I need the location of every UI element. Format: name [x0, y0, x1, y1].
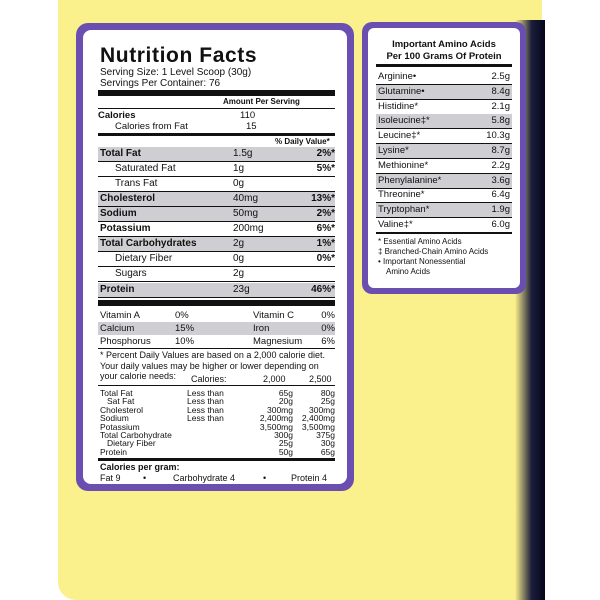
amino-acids-panel	[362, 22, 526, 294]
dv-2000: 65g	[278, 388, 293, 398]
amino-name: Isoleucine‡*	[378, 115, 430, 127]
divider	[98, 348, 335, 349]
nutrient-amount: 0g	[233, 178, 245, 189]
nutrient-daily-value: 5%*	[316, 163, 335, 174]
amino-name: Glutamine•	[378, 85, 425, 97]
dv-condition: Less than	[187, 388, 224, 398]
amino-row	[376, 70, 512, 84]
amino-name: Valine‡*	[378, 219, 413, 230]
nutrient-daily-value: 13%*	[311, 193, 335, 204]
thick-divider	[376, 232, 512, 234]
dv-2500: 3,500mg	[301, 421, 335, 432]
nutrient-amount: 0g	[233, 253, 245, 264]
divider	[98, 221, 335, 222]
amino-value: 2.1g	[491, 100, 510, 112]
amino-value: 6.4g	[491, 189, 510, 201]
dv-nutrient: Potassium	[100, 421, 140, 432]
dv-2500: 25g	[320, 396, 335, 407]
nutrient-amount: 2g	[233, 268, 245, 279]
amino-name: Leucine‡*	[378, 130, 421, 142]
vitamin-value: 10%	[175, 336, 195, 347]
amino-row	[376, 85, 512, 99]
vitamin-label: Calcium	[100, 323, 135, 334]
dv-2000: 25g	[278, 438, 293, 449]
dv-nutrient: Total Fat	[100, 388, 133, 398]
bullet: •	[143, 473, 147, 483]
protein-per-gram: Protein 4	[291, 473, 328, 483]
amino-name: Lysine*	[378, 145, 409, 156]
nutrient-amount: 200mg	[233, 223, 264, 234]
amino-value: 2.2g	[491, 159, 510, 171]
daily-value-header: % Daily Value*	[275, 137, 330, 146]
calories-per-gram: Calories per gram:	[100, 462, 180, 472]
nutrient-label: Dietary Fiber	[115, 253, 173, 264]
nutrient-amount: 50mg	[233, 208, 259, 219]
legend-essential: * Essential Amino Acids	[378, 237, 462, 246]
amino-value: 1.9g	[491, 204, 510, 216]
amino-subtitle: Per 100 Grams Of Protein	[386, 51, 502, 62]
amino-row	[376, 174, 512, 188]
amino-name: Histidine*	[378, 100, 419, 112]
nutrient-daily-value: 1%*	[316, 238, 335, 249]
divider	[98, 266, 335, 267]
nutrient-label: Sugars	[115, 268, 147, 279]
nutrition-facts-label	[83, 30, 347, 484]
dv-2500: 80g	[320, 388, 335, 398]
calories-header: Calories:	[191, 374, 227, 384]
nutrient-label: Sodium	[100, 208, 137, 219]
vitamin-label: Iron	[253, 323, 270, 334]
serving-size: Serving Size: 1 Level Scoop (30g)	[100, 67, 252, 78]
amino-row	[376, 159, 512, 173]
thick-divider	[98, 458, 335, 461]
nutrient-daily-value: 2%*	[316, 208, 335, 219]
divider	[98, 108, 335, 109]
nutrient-label: Total Fat	[100, 148, 141, 159]
nutrient-daily-value: 46%*	[311, 284, 335, 295]
thick-divider	[376, 64, 512, 67]
fat-per-gram: Fat 9	[100, 473, 121, 483]
carbohydrate-per-gram: Carbohydrate 4	[173, 473, 236, 483]
nutrient-daily-value: 6%*	[316, 223, 335, 234]
calories-label: Calories	[98, 110, 136, 121]
amino-name: Threonine*	[378, 189, 425, 201]
nutrient-amount: 1.5g	[233, 148, 253, 159]
dv-2000: 2,400mg	[259, 413, 293, 424]
dv-2000: 300mg	[267, 404, 293, 415]
dv-nutrient: Sodium	[100, 413, 129, 424]
divider	[98, 176, 335, 177]
bullet: •	[263, 473, 267, 483]
servings-per-container: Servings Per Container: 76	[100, 78, 221, 89]
dv-nutrient: Cholesterol	[100, 404, 143, 415]
amino-row	[376, 129, 512, 143]
nutrient-label: Protein	[100, 284, 135, 295]
amino-value: 10.3g	[486, 130, 510, 142]
nutrient-amount: 2g	[233, 238, 245, 249]
amino-value: 3.6g	[491, 174, 510, 186]
amino-row	[376, 144, 512, 158]
amino-acids-label	[368, 28, 520, 288]
dv-2500: 65g	[320, 446, 335, 457]
calories-2000: 2,000	[263, 374, 286, 384]
vitamin-label: Phosphorus	[100, 336, 151, 347]
amino-row	[376, 203, 512, 217]
amino-name: Phenylalanine*	[378, 174, 442, 186]
calories-fat-value: 15	[246, 121, 257, 132]
dv-condition: Less than	[187, 404, 224, 415]
nutrient-label: Total Carbohydrates	[100, 238, 197, 249]
nutrition-facts-panel	[76, 23, 354, 491]
amino-name: Arginine•	[378, 71, 417, 82]
vitamin-value: 15%	[175, 323, 195, 334]
nutrient-amount: 1g	[233, 163, 245, 174]
nutrient-amount: 23g	[233, 284, 250, 295]
dv-nutrient: Dietary Fiber	[107, 438, 156, 449]
divider	[98, 281, 335, 282]
divider	[98, 251, 335, 252]
calories-value: 110	[240, 110, 256, 121]
amino-value: 6.0g	[491, 219, 510, 230]
vitamin-value: 0%	[321, 323, 335, 334]
amino-row	[376, 188, 512, 202]
dv-2000: 50g	[278, 446, 293, 457]
legend-nonessential: • Important Nonessential	[378, 257, 466, 266]
amino-row	[376, 218, 512, 232]
amount-per-serving: Amount Per Serving	[223, 97, 300, 106]
dv-2500: 2,400mg	[301, 413, 335, 424]
legend-bcaa: ‡ Branched-Chain Amino Acids	[378, 247, 489, 256]
dv-nutrient: Total Carbohydrate	[100, 430, 172, 440]
vitamin-value: 0%	[175, 310, 189, 321]
nutrient-label: Saturated Fat	[115, 163, 176, 174]
dv-condition: Less than	[187, 396, 224, 407]
divider	[98, 161, 335, 162]
amino-name: Methionine*	[378, 159, 429, 171]
divider	[98, 385, 335, 386]
dv-nutrient: Sat Fat	[107, 396, 135, 407]
amino-name: Tryptophan*	[378, 204, 430, 216]
nutrient-daily-value: 2%*	[316, 148, 335, 159]
amino-row	[376, 100, 512, 114]
amino-value: 8.7g	[491, 145, 510, 156]
amino-value: 2.5g	[491, 71, 510, 82]
dv-2000: 20g	[278, 396, 293, 407]
nutrient-amount: 40mg	[233, 193, 259, 204]
dv-2000: 3,500mg	[259, 421, 293, 432]
dv-condition: Less than	[187, 413, 224, 424]
dv-nutrient: Protein	[100, 446, 127, 457]
dv-2500: 30g	[320, 438, 335, 449]
thick-divider	[98, 133, 335, 136]
vitamin-label: Vitamin A	[100, 310, 140, 321]
vitamin-value: 0%	[321, 310, 335, 321]
amino-row	[376, 114, 512, 128]
nutrition-title: Nutrition Facts	[100, 44, 258, 67]
nutrient-label: Potassium	[100, 223, 151, 234]
vitamin-value: 6%	[321, 336, 335, 347]
calories-2500: 2,500	[309, 374, 332, 384]
thick-divider	[98, 90, 335, 96]
vitamin-label: Vitamin C	[253, 310, 295, 321]
footnote: * Percent Daily Values are based on a 2,000 calorie diet. Your daily values may be higher or lower depending on your calorie needs:	[100, 350, 325, 381]
amino-title: Important Amino Acids	[392, 39, 496, 50]
thick-divider	[98, 300, 335, 306]
nutrient-daily-value: 0%*	[316, 253, 335, 264]
calories-fat-label: Calories from Fat	[115, 121, 188, 132]
dv-2500: 300mg	[309, 404, 335, 415]
nutrient-label: Cholesterol	[100, 193, 156, 204]
amino-value: 5.8g	[491, 115, 510, 127]
nutrient-label: Trans Fat	[115, 178, 158, 189]
legend-nonessential-cont: Amino Acids	[386, 267, 431, 276]
divider	[98, 297, 335, 298]
dv-2000: 300g	[274, 430, 293, 440]
amino-value: 8.4g	[491, 85, 510, 97]
vitamin-label: Magnesium	[253, 336, 303, 347]
dv-2500: 375g	[316, 430, 335, 440]
